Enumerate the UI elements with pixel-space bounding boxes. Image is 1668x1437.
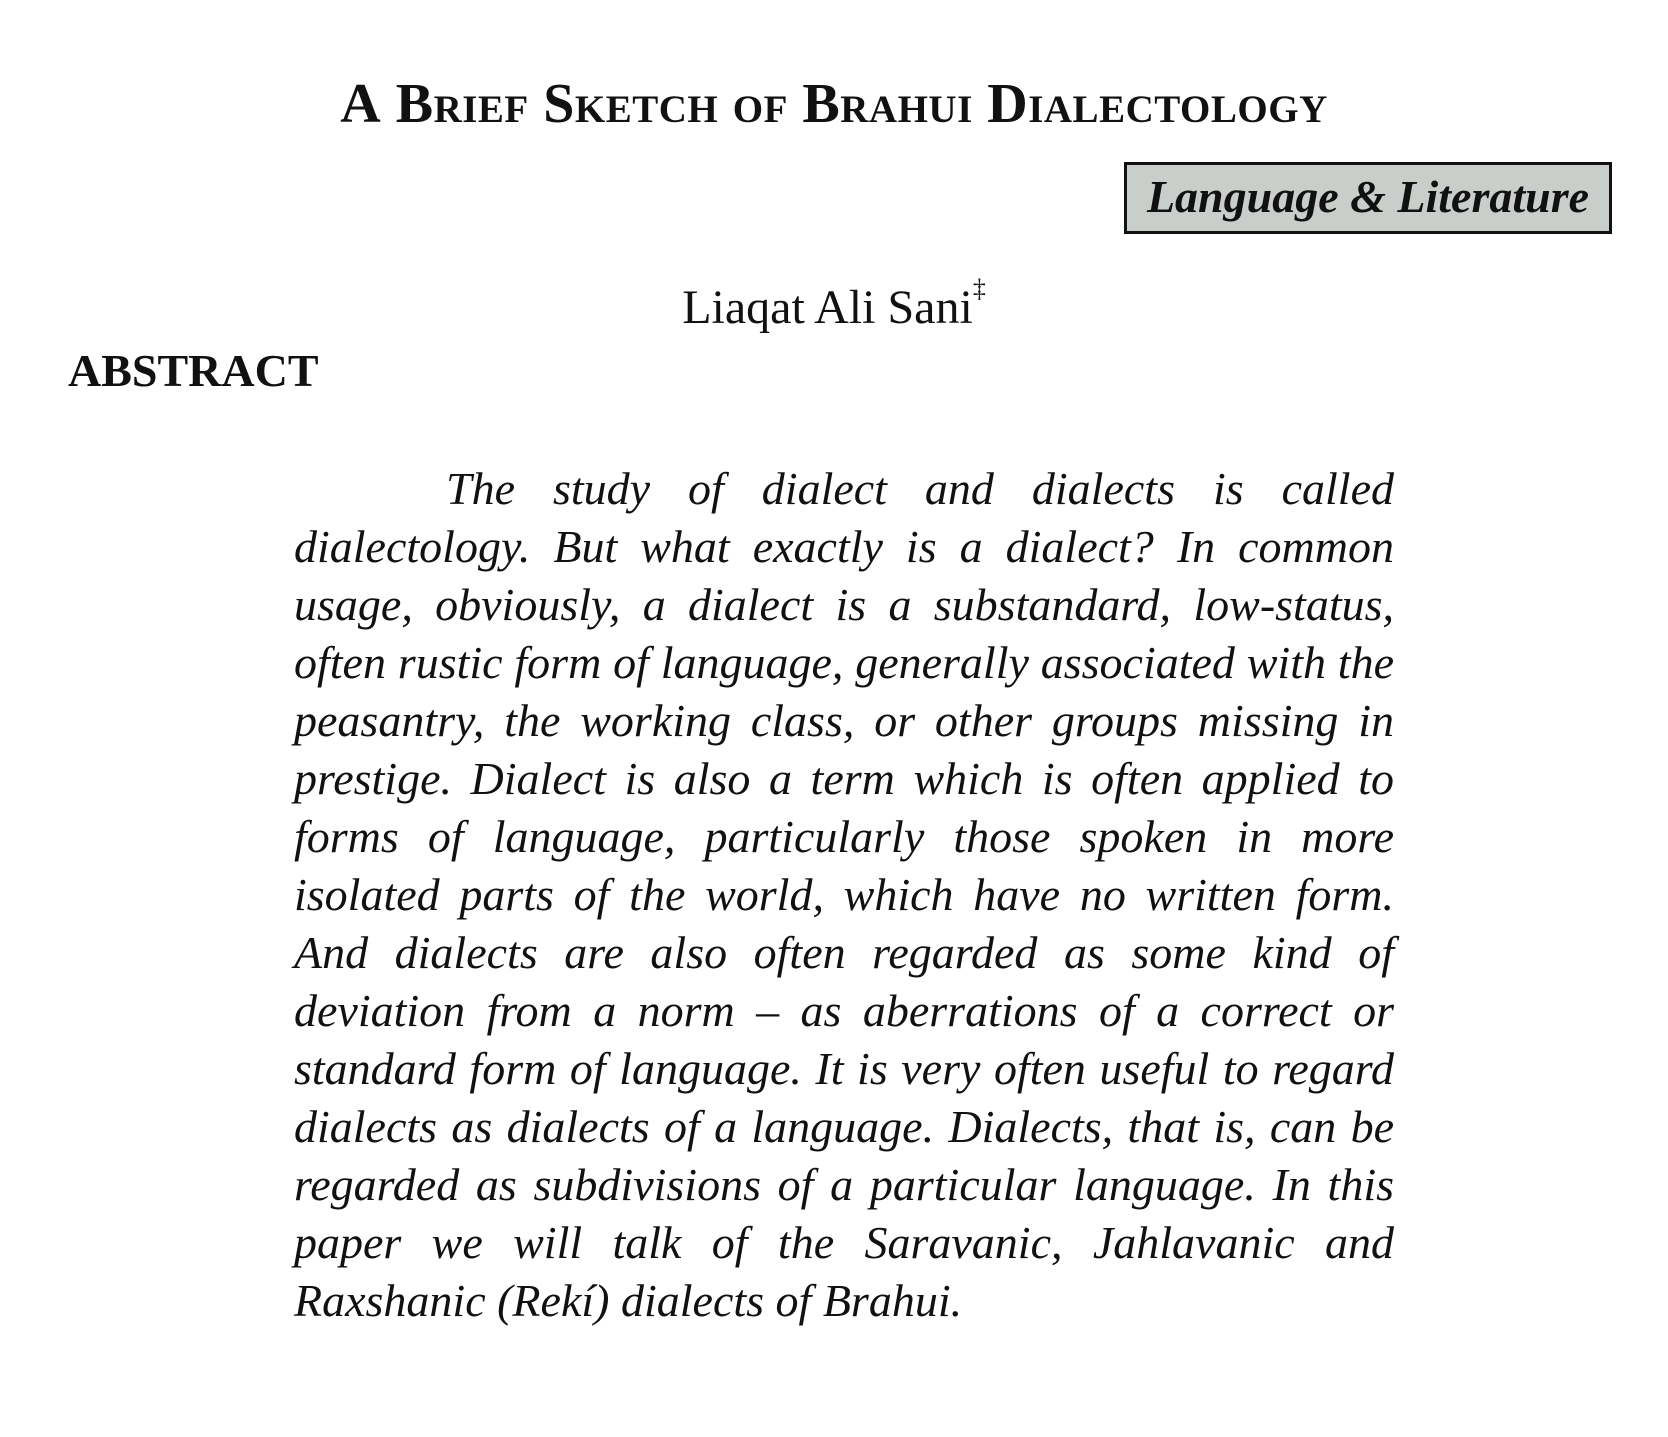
paper-title-main: Brief Sketch of Brahui Dialectology [395, 72, 1328, 135]
abstract-heading: ABSTRACT [68, 345, 319, 396]
author-line [0, 274, 1668, 334]
paper-title-prefix: A [340, 72, 382, 135]
abstract-body: The study of dialect and dialects is called dialectology. But what exactly is a dialect? In common usage, obviously, a dialect is a substandard, low-status, often rustic form of language, generally associated with the peasantry, the working class, or other groups missing in prestige. Dialect is also a term which is often applied to forms of language, particularly those spoken in more isolated parts of the world, which have no written form. And dialects are also often regarded as some kind of deviation from a norm – as aberrations of a correct or standard form of language. It is very often useful to regard dialects as dialects of a language. Dialects, that is, can be regarded as subdivisions of a particular language. In this paper we will talk of the Saravanic, Jahlavanic and Raxshanic (Rekí) dialects of Brahui. [294, 463, 1394, 1326]
author-footnote-mark[interactable]: ‡ [972, 274, 986, 303]
author-name: Liaqat Ali Sani [682, 281, 973, 334]
category-label-box: Language & Literature [1124, 162, 1612, 234]
paper-title [0, 72, 1668, 135]
